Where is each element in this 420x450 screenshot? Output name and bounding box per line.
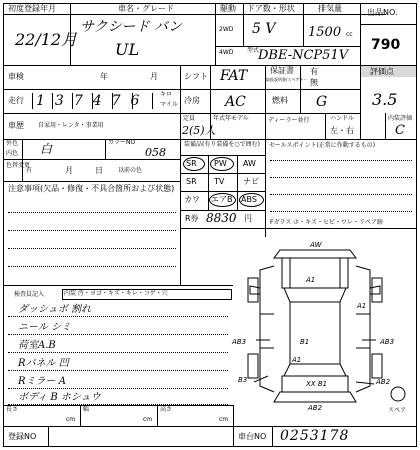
dotted-line xyxy=(270,160,412,161)
color-no-label: カラーNO xyxy=(108,139,136,146)
dotted-line xyxy=(8,370,228,371)
lot-label: 出品NO. xyxy=(367,8,398,17)
divider xyxy=(180,113,181,139)
registration-no-label: 登録NO xyxy=(8,432,37,441)
equip-sr: SR xyxy=(186,177,197,186)
divider xyxy=(180,237,181,285)
first-registration-value: 22/12月 xyxy=(15,30,78,49)
equip-tv: TV xyxy=(214,177,225,186)
dotted-line xyxy=(270,177,412,178)
dotted-line xyxy=(8,230,176,231)
divider xyxy=(300,65,301,113)
displacement-unit: cc xyxy=(346,31,353,38)
divider xyxy=(265,113,266,139)
previous-color-label: 以前の色 xyxy=(118,167,143,174)
divider xyxy=(48,426,49,447)
color-no-value: 058 xyxy=(145,146,166,159)
divider xyxy=(210,65,211,113)
equip-ps: SR xyxy=(186,159,197,168)
score-value: 3.5 xyxy=(372,90,398,109)
interior-color-label: 内色 xyxy=(6,150,19,157)
divider xyxy=(180,65,181,113)
divider xyxy=(180,139,181,237)
inspector-note: ボディ B ホシュウ xyxy=(18,392,101,403)
displacement-label: 排気量 xyxy=(318,4,342,13)
grade: UL xyxy=(115,40,140,59)
inspector-note: ニール シミ xyxy=(18,322,71,333)
equip-abs-circle xyxy=(239,193,264,207)
model-label: 型式 xyxy=(247,47,260,54)
inspector-note: ダッシュボ 割れ xyxy=(18,304,91,315)
diagram-legend: Fガラス ホ・キズ・ヒビ・ワレ・リペア跡 xyxy=(270,219,383,226)
divider xyxy=(243,3,244,46)
damage-mark-ab3-left: AB3 xyxy=(232,338,247,346)
car-name: サクシード バン xyxy=(80,19,182,35)
model-value: DBE-NCP51V xyxy=(258,48,349,63)
exterior-color-value: 白 xyxy=(40,142,53,156)
divider xyxy=(3,113,360,114)
length-label: 長さ xyxy=(6,406,19,413)
change-day-label: 日 xyxy=(95,166,103,175)
damage-mark-b1: B1 xyxy=(300,338,310,346)
fuel-value: G xyxy=(316,94,328,110)
divider xyxy=(180,155,265,156)
aircon-label: 冷房 xyxy=(184,96,200,105)
dotted-line xyxy=(8,266,176,267)
warranty-no: 無 xyxy=(310,78,318,87)
dotted-line xyxy=(8,352,228,353)
damage-mark-a1: A1 xyxy=(306,276,316,284)
interior-score-value: C xyxy=(395,123,405,138)
dotted-line xyxy=(8,388,228,389)
lot-number: 790 xyxy=(371,37,401,53)
recycle-value: 8830 xyxy=(206,211,237,225)
dotted-line xyxy=(8,212,176,213)
damage-mark-ab2-right: AB2 xyxy=(376,378,391,386)
divider xyxy=(180,228,417,229)
notes-label: 注意事項(欠品・修復・不具合箇所および状態) xyxy=(8,184,175,193)
digit-box xyxy=(152,93,153,109)
divider xyxy=(325,113,326,139)
divider xyxy=(3,405,233,406)
drive-label: 駆動 xyxy=(220,4,236,13)
inspector-label: 検査員記入 xyxy=(14,291,45,298)
divider xyxy=(22,139,23,181)
divider xyxy=(233,405,234,426)
shaken-label: 車検 xyxy=(8,72,24,81)
divider xyxy=(3,139,417,140)
divider xyxy=(303,3,304,46)
divider xyxy=(215,46,360,47)
history-options: 自家用・レンタ・事業用 xyxy=(38,122,104,129)
equipment-title: 装備品(有り装備を○で囲む) xyxy=(184,141,260,148)
divider xyxy=(237,155,238,210)
divider xyxy=(215,3,216,65)
warranty-yes: 有 xyxy=(310,67,318,76)
damage-mark-xx-b1: XX B1 xyxy=(306,380,328,388)
divider xyxy=(3,89,360,90)
divider xyxy=(3,426,417,427)
divider xyxy=(265,139,266,237)
equip-airbag-circle xyxy=(209,193,236,207)
damage-mark-b3: B3 xyxy=(238,376,248,384)
equip-ps-circle xyxy=(183,157,205,171)
divider xyxy=(105,139,106,159)
header-label-divider xyxy=(3,14,386,15)
doors-label: ドア数・形状 xyxy=(247,4,295,13)
width-label: 幅 xyxy=(83,406,90,413)
divider xyxy=(3,285,233,286)
handle-label: ハンドル xyxy=(330,115,355,122)
height-unit: cm xyxy=(219,416,229,423)
divider xyxy=(360,24,417,25)
interior-score-label: 内装評価 xyxy=(388,115,413,122)
divider xyxy=(3,181,180,182)
divider xyxy=(265,65,266,113)
equip-pw: PW xyxy=(214,159,227,168)
displacement-value: 1500 xyxy=(308,25,342,40)
score-label: 評価点 xyxy=(370,67,394,76)
equip-navi: ナビ xyxy=(243,177,259,186)
spare-tyre-label: スペア xyxy=(388,407,407,412)
inspector-note: Rパネル 凹 xyxy=(18,358,69,369)
km-label: キロ xyxy=(160,91,173,98)
shift-label: シフト xyxy=(184,72,208,81)
capacity-label: 定員 xyxy=(183,115,196,122)
import-label: ディーラー並行 xyxy=(268,117,310,124)
width-unit: cm xyxy=(143,416,153,423)
divider xyxy=(3,159,180,160)
divider xyxy=(180,191,265,192)
dotted-line xyxy=(8,334,228,335)
shift-value: FAT xyxy=(220,68,248,84)
change-month-label: 月 xyxy=(65,166,73,175)
drive-2wd: 2WD xyxy=(219,26,234,33)
divider xyxy=(360,3,361,65)
damage-mark-ab2-rear: AB2 xyxy=(308,404,323,412)
equip-aw: AW xyxy=(243,159,256,168)
divider xyxy=(180,173,265,174)
color-change-mark: 有 xyxy=(26,167,33,174)
color-change-label: 色替変更 xyxy=(6,162,31,169)
warranty-sub-label: 取扱説明書/スペアキー xyxy=(266,77,308,82)
mile-label: マイル xyxy=(160,101,178,108)
first-registration-label: 初度登録年月 xyxy=(8,4,56,13)
recycle-unit: 円 xyxy=(244,214,252,223)
recycle-label: R券 xyxy=(185,214,199,223)
divider xyxy=(157,405,158,426)
drive-4wd: 4WD xyxy=(219,49,234,56)
exterior-color-label: 外色 xyxy=(6,140,19,147)
inspector-note: 荷室A.B xyxy=(18,340,56,351)
digit-box xyxy=(32,93,33,109)
handle-value: 左・右 xyxy=(330,126,354,135)
mileage-label: 走行 xyxy=(8,96,24,105)
damage-mark-aw: AW xyxy=(310,241,322,249)
doors-value: 5 V xyxy=(252,21,276,37)
selling-points-label: セールスポイント(正常に作動するもの) xyxy=(269,142,376,149)
name-grade-label: 車名・グレード xyxy=(118,4,174,13)
damage-mark-a1-side: A1 xyxy=(357,302,367,310)
equip-leather: カワ xyxy=(184,195,200,204)
inspector-note: Rミラー A xyxy=(18,376,66,387)
shaken-month-label: 月 xyxy=(150,72,158,81)
divider xyxy=(385,113,386,139)
dotted-line xyxy=(8,316,228,317)
divider xyxy=(80,405,81,426)
dotted-line xyxy=(270,194,412,195)
capacity-value: 2(5)人 xyxy=(182,124,216,137)
warranty-label: 保証書 xyxy=(270,66,294,75)
fuel-label: 燃料 xyxy=(272,96,288,105)
equip-abs: ABS xyxy=(241,195,257,204)
inspector-categories: 内装 汚・ヨゴ・キズ・キレ・コゲ・穴 xyxy=(64,290,168,297)
chassis-no-label: 車台NO xyxy=(238,432,267,441)
mileage-value: 137476 xyxy=(36,93,150,109)
damage-mark-ab3-right: AB3 xyxy=(380,338,395,346)
aircon-value: AC xyxy=(225,94,246,110)
length-unit: cm xyxy=(66,416,76,423)
equip-airbag: エアB xyxy=(211,195,233,204)
height-label: 高さ xyxy=(160,406,173,413)
divider xyxy=(233,426,234,447)
model-year-label: 年式年モデル xyxy=(213,115,249,122)
divider xyxy=(272,426,273,447)
dotted-line xyxy=(8,248,176,249)
dotted-line xyxy=(270,211,412,212)
chassis-no-value: 0253178 xyxy=(280,428,350,444)
history-label: 車歴 xyxy=(8,121,24,130)
shaken-year-label: 年 xyxy=(100,72,108,81)
equip-pw-circle xyxy=(210,157,234,171)
damage-mark-a1-rear: A1 xyxy=(292,356,302,364)
car-condition-diagram xyxy=(230,236,416,412)
